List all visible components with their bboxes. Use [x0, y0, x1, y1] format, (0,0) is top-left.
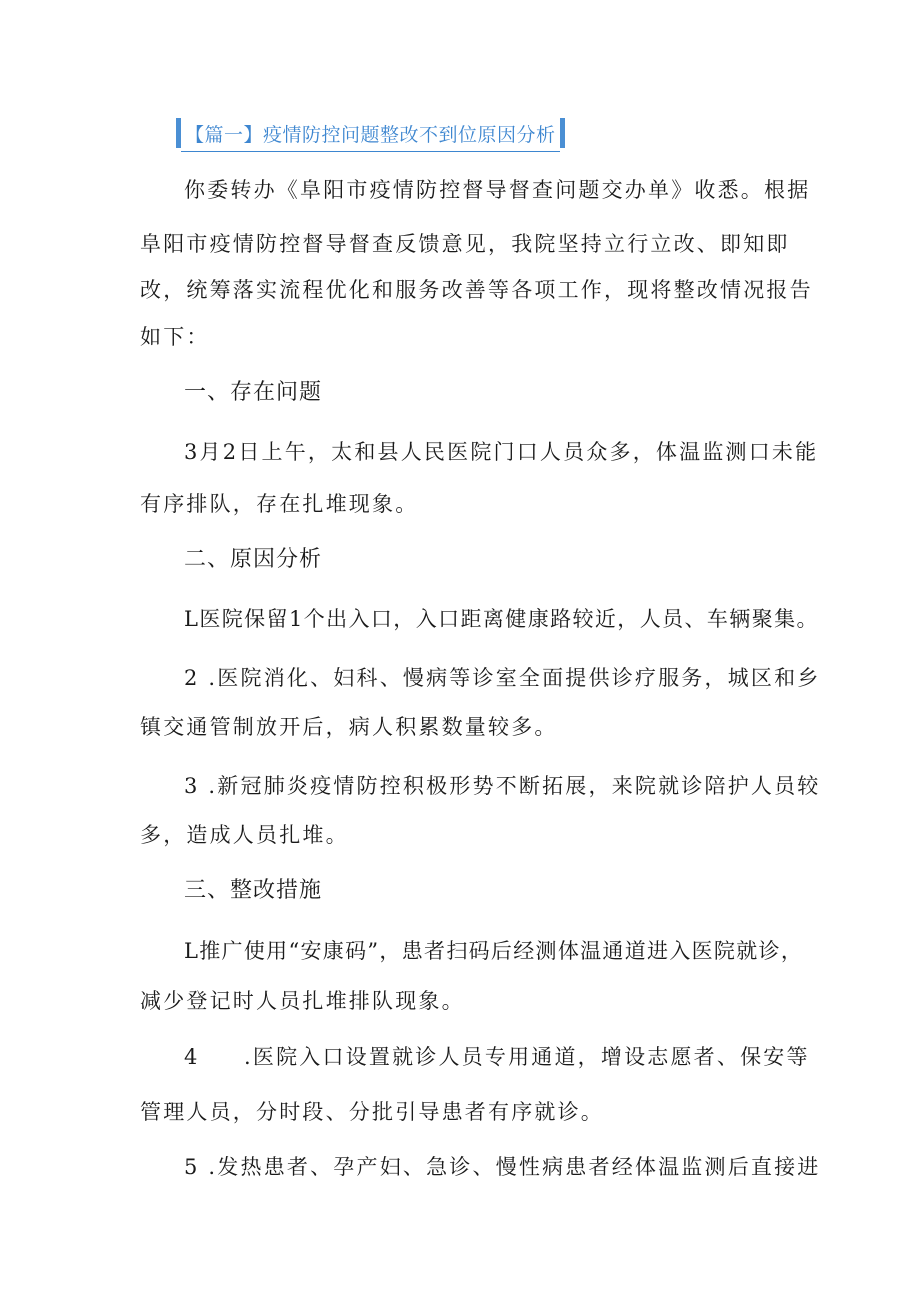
- measure-item-2-number: 4: [184, 1045, 198, 1069]
- intro-line-3: 改，统筹落实流程优化和服务改善等各项工作，现将整改情况报告: [140, 278, 813, 302]
- measure-item-1-line-1: L推广使用“安康码”，患者扫码后经测体温通道进入医院就诊，: [184, 939, 804, 963]
- section-heading-causes: 二、原因分析: [184, 547, 323, 572]
- measure-item-2-line-2: 管理人员，分时段、分批引导患者有序就诊。: [140, 1100, 604, 1124]
- document-title-block: [176, 110, 565, 152]
- intro-line-4: 如下：: [140, 325, 210, 349]
- cause-item-2-line-2: 镇交通管制放开后，病人积累数量较多。: [140, 715, 558, 739]
- cause-item-3-line-1: 3 .新冠肺炎疫情防控积极形势不断拓展，来院就诊陪护人员较: [184, 774, 821, 798]
- document-title[interactable]: 【篇一】疫情防控问题整改不到位原因分析: [181, 120, 560, 152]
- measure-item-1-line-2: 减少登记时人员扎堆排队现象。: [140, 989, 465, 1013]
- cause-item-2-line-1: 2 .医院消化、妇科、慢病等诊室全面提供诊疗服务，城区和乡: [184, 666, 821, 690]
- cause-item-3-line-2: 多，造成人员扎堆。: [140, 823, 349, 847]
- cause-item-1: L医院保留1个出入口，入口距离健康路较近，人员、车辆聚集。: [184, 607, 819, 631]
- section-heading-measures: 三、整改措施: [184, 878, 323, 903]
- intro-line-1: 你委转办《阜阳市疫情防控督导督查问题交办单》收悉。根据: [184, 178, 811, 202]
- title-right-bar: [560, 118, 565, 148]
- section-heading-problems: 一、存在问题: [184, 380, 323, 405]
- measure-item-2-line-1: .医院入口设置就诊人员专用通道，增设志愿者、保安等: [244, 1045, 810, 1069]
- measure-item-3-line-1: 5 .发热患者、孕产妇、急诊、慢性病患者经体温监测后直接进: [184, 1155, 821, 1179]
- problem-line-1: 3月2日上午，太和县人民医院门口人员众多，体温监测口未能: [184, 440, 819, 464]
- intro-line-2: 阜阳市疫情防控督导督查反馈意见，我院坚持立行立改、即知即: [140, 232, 790, 256]
- problem-line-2: 有序排队，存在扎堆现象。: [140, 492, 419, 516]
